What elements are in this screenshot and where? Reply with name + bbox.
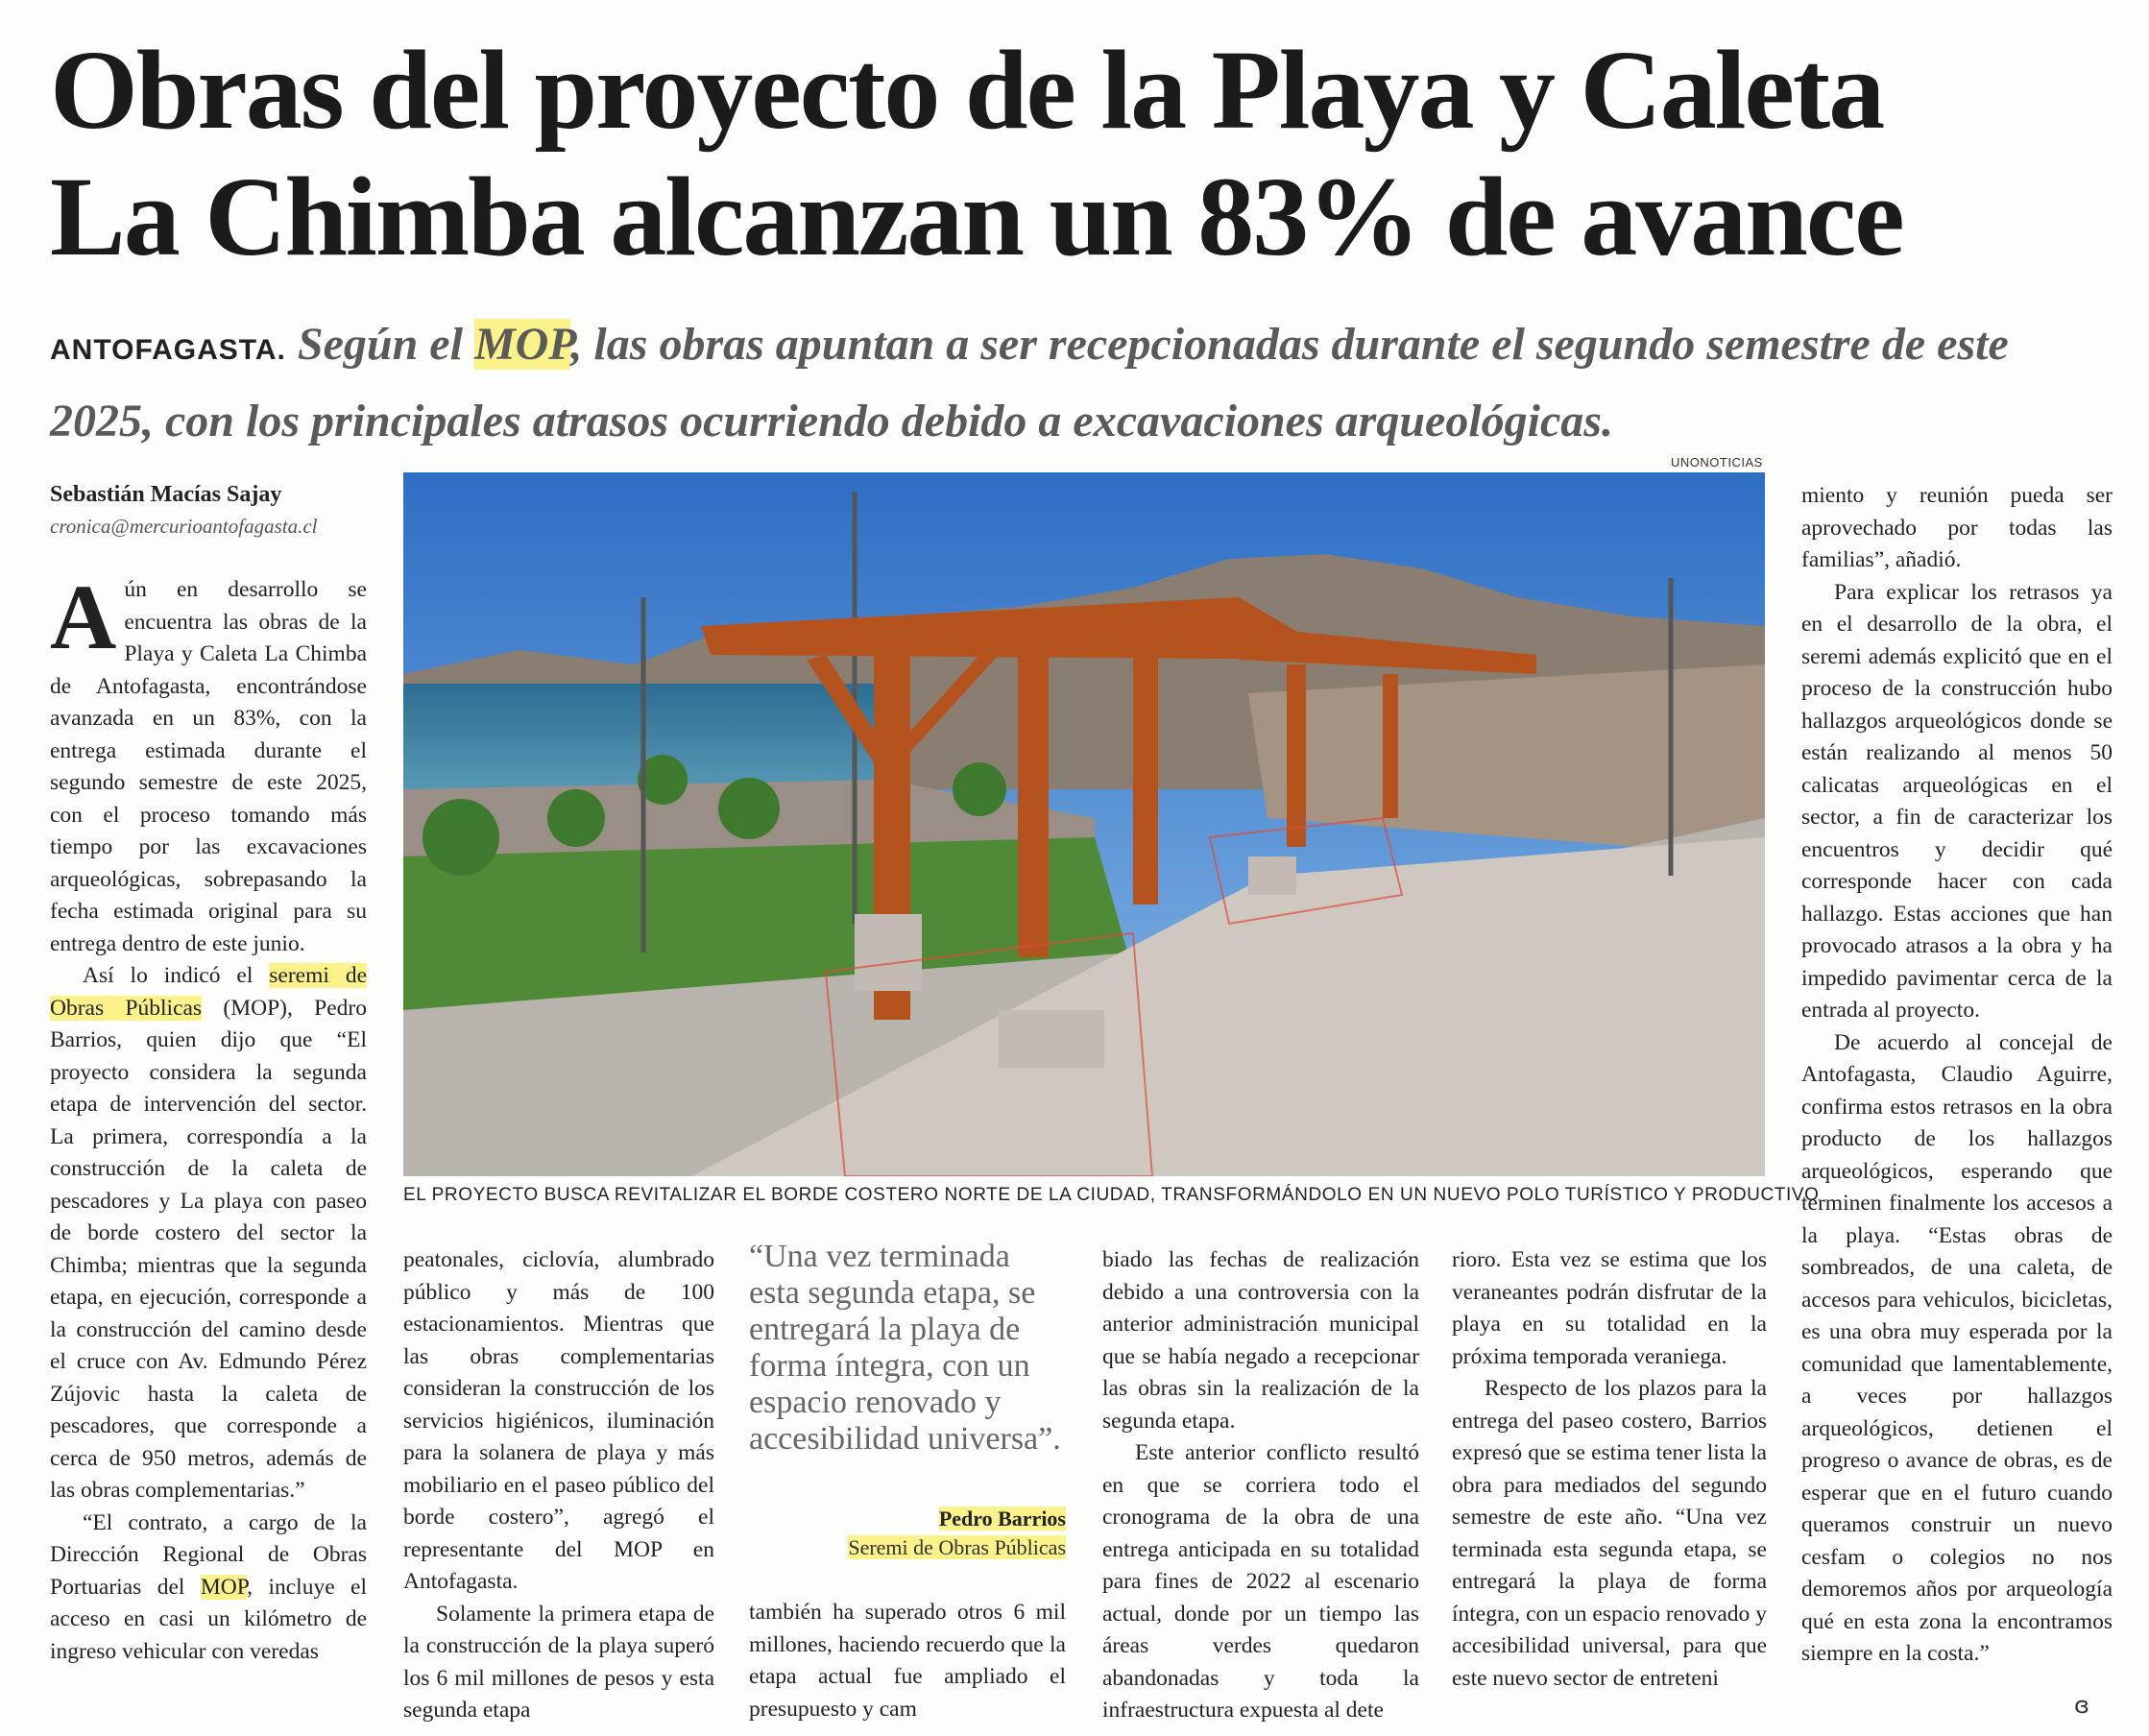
photo-caption: EL PROYECTO BUSCA REVITALIZAR EL BORDE COSTERO NORTE DE LA CIUDAD, TRANSFORMÁNDOLO EN UN NUEVO POLO TURÍSTICO Y PRODUCTIVO bbox=[403, 1185, 1820, 1205]
dateline-place: ANTOFAGASTA. bbox=[50, 334, 286, 366]
article-column-3 bbox=[749, 1597, 1066, 1725]
author-name: Sebastián Macías Sajay bbox=[50, 482, 282, 507]
beach-pergola-illustration bbox=[403, 472, 1765, 1176]
paragraph-text: , incluye el acceso en casi un kilómetro de ingreso vehicular con veredas bbox=[50, 1574, 367, 1664]
subheadline bbox=[50, 309, 2114, 457]
pull-quote-name bbox=[816, 1505, 1066, 1533]
paragraph bbox=[50, 1507, 367, 1669]
paragraph: miento y reunión pueda ser aprovechado por todas las familias”, añadió. bbox=[1801, 483, 2113, 572]
deck-text-b: , las obras apuntan a ser recepcionadas durante el segundo semestre de este 2025, con los principales atrasos ocurriendo debido a excavaciones arqueológicas. bbox=[50, 319, 2009, 446]
paragraph-text: ún en desarrollo se encuentra las obras de la Playa y Caleta La Chimba de Antofagasta, encontrándose avanzada en un 83%, con la entrega estimada durante el segundo semestre de este 2025, con el proceso tomando más tiempo por las excavaciones arqueológicas, sobrepasando la fecha estimada original para su entrega dentro de este junio. bbox=[50, 577, 367, 956]
paragraph: peatonales, ciclovía, alumbrado público y más de 100 estacionamientos. Mientras que las obras complementarias consideran la construcción de los servicios higiénicos, iluminación para la solanera de playa y más mobiliario en el paseo público del borde costero”, agregó el representante del MOP en Antofagasta. bbox=[403, 1247, 714, 1594]
paragraph bbox=[50, 566, 367, 960]
drop-cap: A bbox=[50, 566, 117, 668]
seremi-highlight: seremi de Obras Públicas bbox=[50, 963, 367, 1021]
paragraph: Para explicar los retrasos ya en el desarrollo de la obra, el seremi además explicitó que en el proceso de la construcción hubo hallazgos arqueológicos donde se están realizando al menos 50 calicatas arqueológicas en el sector, a fin de caracterizar los encuentros y decidir qué corresponde hacer con cada hallazgo. Estas acciones que han provocado atrasos a la obra y ha impedido pavimentar cerca de la entrada al proyecto. bbox=[1801, 579, 2113, 1023]
author-email: cronica@mercurioantofagasta.cl bbox=[50, 515, 318, 538]
article-column-4 bbox=[1102, 1244, 1419, 1727]
pull-quote-role-text: Seremi de Obras Públicas bbox=[848, 1535, 1066, 1559]
paragraph bbox=[50, 960, 367, 1507]
deck-mop-highlight: MOP bbox=[473, 319, 571, 370]
pull-quote-name-text: Pedro Barrios bbox=[938, 1507, 1066, 1531]
paragraph: Respecto de los plazos para la entrega del paseo costero, Barrios expresó que se estima tener lista la obra para mediados del segundo semestre de este año. “Una vez terminada esta segunda etapa, se entregará la playa de forma íntegra, con un espacio renovado y accesibilidad universal, para que este nuevo sector de entreteni bbox=[1452, 1376, 1767, 1691]
paragraph: Solamente la primera etapa de la construcción de la playa superó los 6 mil millones de pesos y esta segunda etapa bbox=[403, 1601, 714, 1723]
paragraph: biado las fechas de realización debido a una controversia con la anterior administración municipal que se había negado a recepcionar las obras sin la realización de la segunda etapa. bbox=[1102, 1247, 1419, 1434]
end-of-article-icon: ɞ bbox=[2074, 1692, 2089, 1719]
paragraph-text: Así lo indicó el bbox=[83, 963, 270, 988]
mop-highlight: MOP bbox=[200, 1574, 248, 1600]
paragraph: Este anterior conflicto resultó en que se corriera todo el cronograma de la obra de una entrega anticipada en su totalidad para fines de 2022 al escenario actual, donde por un tiempo las áreas verdes quedaron abandonadas y toda la infraestructura expuesta al dete bbox=[1102, 1440, 1419, 1723]
headline-line-1: Obras del proyecto de la Playa y Caleta bbox=[50, 27, 1884, 153]
paragraph: también ha superado otros 6 mil millones, haciendo recuerdo que la etapa actual fue ampliado el presupuesto y cam bbox=[749, 1600, 1066, 1722]
deck-text-a: Según el bbox=[285, 319, 474, 370]
photo-credit: UNONOTICIAS bbox=[1671, 455, 1763, 470]
headline-line-2: La Chimba alcanzan un 83% de avance bbox=[50, 154, 1903, 279]
pull-quote: “Una vez terminada esta segunda etapa, se entregará la playa de forma íntegra, con un espacio renovado y accesibilidad universa”. bbox=[749, 1239, 1061, 1457]
article-column-1 bbox=[50, 566, 367, 1668]
pull-quote-role bbox=[807, 1533, 1066, 1562]
article-column-5 bbox=[1452, 1244, 1767, 1695]
article-column-6 bbox=[1801, 480, 2113, 1671]
paragraph-text: “El contrato, a cargo de la Dirección Regional de Obras Portuarias del bbox=[50, 1509, 367, 1600]
article-column-2 bbox=[403, 1244, 714, 1727]
paragraph: rioro. Esta vez se estima que los veraneantes podrán disfrutar de la playa en su totalidad en la próxima temporada veraniega. bbox=[1452, 1247, 1767, 1369]
article-photo bbox=[403, 472, 1765, 1176]
paragraph-text: (MOP), Pedro Barrios, quien dijo que “El proyecto considera la segunda etapa de intervención del sector. La primera, correspondía a la construcción de la caleta de pescadores y La playa con paseo de borde costero del sector la Chimba; mientras que la segunda etapa, en ejecución, corresponde a la construcción del camino desde el cruce con Av. Edmundo Pérez Zújovic hasta la caleta de pescadores, que corresponde a cerca de 950 metros, además de las obras complementarias.” bbox=[50, 995, 367, 1503]
headline bbox=[50, 27, 2114, 280]
paragraph: De acuerdo al concejal de Antofagasta, Claudio Aguirre, confirma estos retrasos en la obra producto de los hallazgos arqueológicos, esperando que terminen finalmente los accesos a la playa. “Estas obras de sombreados, de una caleta, de accesos para vehiculos, bicicletas, es una obra muy esperada por la comunidad que lamentablemente, a veces por hallazgos arqueológicos, detienen el progreso o avance de obras, es de esperar que en el futuro cuando queramos construir un nuevo cesfam o colegios no nos demoremos años por arqueología qué en esta zona la encontramos siempre en la costa.” bbox=[1801, 1029, 2113, 1666]
